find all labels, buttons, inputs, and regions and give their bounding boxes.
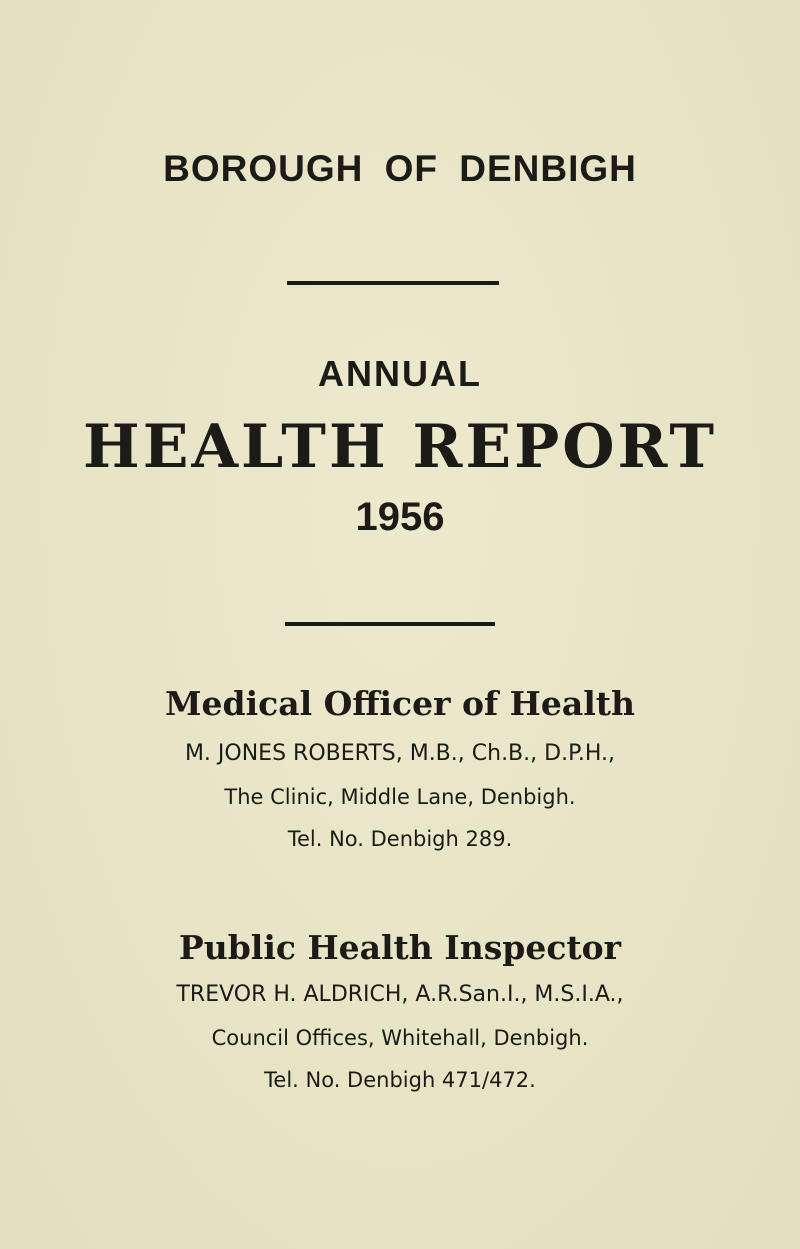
health-inspector-address: Council Offices, Whitehall, Denbigh. [211,1026,589,1050]
report-subtitle: ANNUAL [318,353,482,394]
medical-officer-address: The Clinic, Middle Lane, Denbigh. [224,785,576,809]
medical-officer-heading: Medical Officer of Health [165,684,635,723]
health-inspector-telephone: Tel. No. Denbigh 471/472. [264,1068,536,1092]
borough-title: BOROUGH OF DENBIGH [163,148,637,189]
report-year: 1956 [355,495,445,539]
medical-officer-name: M. JONES ROBERTS, M.B., Ch.B., D.P.H., [184,741,616,766]
health-inspector-heading: Public Health Inspector [178,928,622,967]
health-inspector-name: TREVOR H. ALDRICH, A.R.San.I., M.S.I.A., [176,982,624,1007]
top-divider [287,281,499,285]
medical-officer-telephone: Tel. No. Denbigh 289. [287,827,513,851]
report-title: HEALTH REPORT [83,412,717,482]
middle-divider [285,622,495,626]
